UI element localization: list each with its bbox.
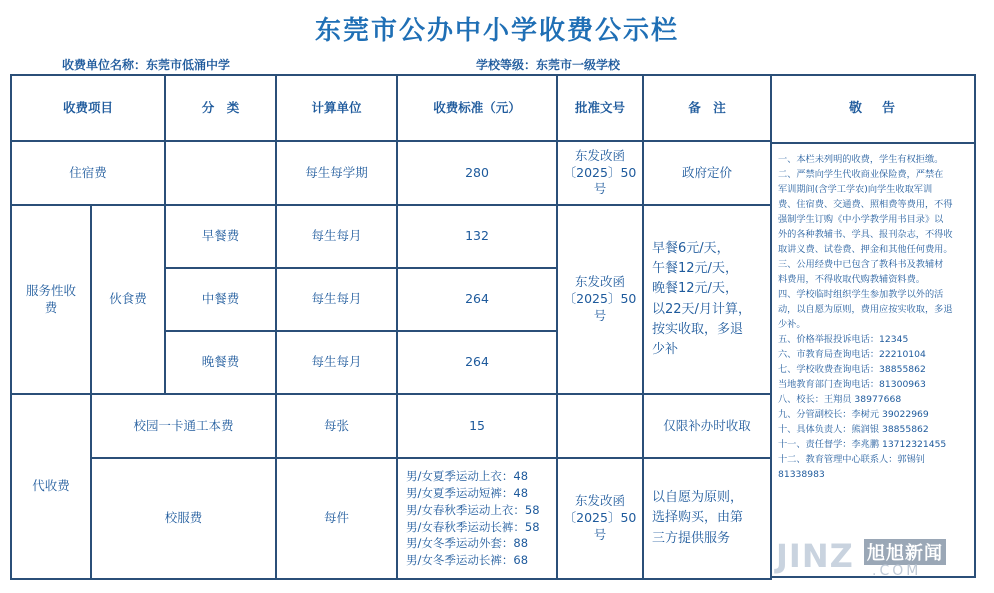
fee-unit-name: 收费单位名称：东莞市低涌中学: [62, 58, 231, 72]
notice-line: 六、市教育局查询电话：22210104: [778, 349, 926, 360]
meals-remark-line: 按实收取，多退: [652, 321, 744, 337]
header-item: 收费项目: [11, 75, 165, 141]
dinner-name: 晚餐费: [165, 331, 276, 394]
uniform-remark-line: 以自愿为原则，: [652, 490, 744, 506]
uniform-price-item: 男/女夏季运动短裤：48: [406, 486, 529, 501]
notice-line: 九、分管副校长：李树元 39022969: [778, 409, 929, 420]
uniform-remark: [643, 458, 771, 579]
header-category: 分 类: [165, 75, 276, 141]
notice-line: 强制学生订购《中小学教学用书目录》以: [778, 214, 944, 225]
card-amount: 15: [397, 394, 557, 458]
notice-line: 料费用，不得收取代购教辅资料费。: [778, 274, 925, 285]
lodging-amount: 280: [397, 141, 557, 205]
dinner-unit: 每生每月: [276, 331, 397, 394]
notice-line: 军训期间(含学工学农)向学生收取军训: [778, 184, 933, 195]
notice-line: 外的各种教辅书、学具、报刊杂志，不得收: [778, 229, 953, 240]
uniform-price-item: 男/女夏季运动上衣：48: [406, 469, 529, 484]
site-watermark: [776, 535, 986, 585]
notice-line: 81338983: [778, 469, 825, 480]
table-row: [11, 458, 771, 579]
service-group-label: 服务性收费: [11, 205, 91, 394]
lodging-name: 住宿费: [11, 141, 165, 205]
meals-remark-line: 晚餐12元/天，: [652, 281, 738, 297]
notice-line: 三、公用经费中已包含了教科书及教辅材: [778, 259, 944, 270]
lodging-approval: [557, 141, 643, 205]
uniform-price-item: 男/女春秋季运动长裤：58: [406, 519, 540, 534]
header-standard: 收费标准（元）: [397, 75, 557, 141]
card-unit: 每张: [276, 394, 397, 458]
lunch-name: 中餐费: [165, 268, 276, 331]
breakfast-amount: 132: [397, 205, 557, 268]
uniform-price-item: 男/女冬季运动外套：88: [406, 536, 529, 551]
watermark-brand: JINZ: [776, 537, 854, 575]
meals-remark-line: 早餐6元/天，: [652, 241, 730, 257]
notice-line: 动，以自愿为原则，费用应按实收取，多退: [778, 304, 953, 315]
lunch-unit: 每生每月: [276, 268, 397, 331]
card-name: 校园一卡通工本费: [91, 394, 276, 458]
watermark-cn: 旭旭新闻: [864, 539, 946, 565]
agency-group-label: 代收费: [11, 394, 91, 579]
notice-line: 十、具体负责人：熊润银 38855862: [778, 424, 929, 435]
lodging-approval-line1: 东发改函: [575, 147, 626, 163]
uniform-price-item: 男/女冬季运动长裤：68: [406, 552, 529, 567]
meals-approval: [557, 205, 643, 394]
notice-line: 取讲义费、试卷费、押金和其他任何费用。: [778, 244, 953, 255]
meals-approval-line1: 东发改函: [575, 274, 626, 290]
meals-remark-line: 午餐12元/天，: [652, 261, 738, 277]
uniform-price-list: [397, 458, 557, 579]
notice-body: [770, 144, 974, 482]
notice-line: 四、学校临时组织学生参加教学以外的活: [778, 289, 944, 300]
header-unit: 计算单位: [276, 75, 397, 141]
breakfast-name: 早餐费: [165, 205, 276, 268]
uniform-name: 校服费: [91, 458, 276, 579]
watermark-com: .COM: [872, 563, 922, 579]
header-row: [11, 75, 771, 141]
table-row: [11, 394, 771, 458]
notice-line: 八、校长：王翔员 38977668: [778, 394, 902, 405]
meals-remark: [643, 205, 771, 394]
dinner-amount: 264: [397, 331, 557, 394]
fee-table: [10, 74, 772, 580]
lodging-category: [165, 141, 276, 205]
table-row: [11, 205, 771, 268]
uniform-remark-line: 三方提供服务: [652, 530, 731, 546]
uniform-unit: 每件: [276, 458, 397, 579]
meals-approval-line2: 〔2025〕50号: [563, 291, 637, 323]
notice-line: 七、学校收费查询电话：38855862: [778, 364, 926, 375]
header-remark: 备 注: [643, 75, 771, 141]
uniform-remark-line: 选择购买，由第: [652, 510, 744, 526]
notice-line: 二、严禁向学生代收商业保险费，严禁在: [778, 169, 944, 180]
lodging-approval-line2: 〔2025〕50号: [563, 164, 637, 197]
notice-line: 十一、责任督学：李兆鹏 13712321455: [778, 439, 947, 450]
lodging-remark: 政府定价: [643, 141, 771, 205]
uniform-approval: [557, 458, 643, 579]
card-approval: [557, 394, 643, 458]
notice-line: 五、价格举报投诉电话：12345: [778, 334, 909, 345]
school-grade: 学校等级：东莞市一级学校: [476, 58, 621, 72]
breakfast-unit: 每生每月: [276, 205, 397, 268]
meals-remark-line: 少补: [652, 341, 679, 357]
notice-title: 敬告: [770, 76, 974, 144]
meal-group-label: 伙食费: [91, 205, 165, 394]
meals-remark-line: 以22天/月计算，: [652, 301, 751, 317]
notice-line: 十二、教育管理中心联系人：郭锡钊: [778, 454, 925, 465]
lodging-unit: 每生每学期: [276, 141, 397, 205]
notice-line: 费、住宿费、交通费、照相费等费用，不得: [778, 199, 953, 210]
page-title: 东莞市公办中小学收费公示栏: [314, 16, 679, 46]
card-remark: 仅限补办时收取: [643, 394, 771, 458]
lunch-amount: 264: [397, 268, 557, 331]
notice-line: 少补。: [778, 319, 806, 330]
notice-panel: [770, 74, 976, 578]
uniform-approval-line2: 〔2025〕50号: [563, 510, 637, 542]
uniform-approval-line1: 东发改函: [575, 493, 626, 509]
notice-line: 当地教育部门查询电话：81300963: [778, 379, 926, 390]
notice-line: 一、本栏未列明的收费，学生有权拒缴。: [778, 154, 944, 165]
uniform-price-item: 男/女春秋季运动上衣：58: [406, 502, 540, 517]
header-approval: 批准文号: [557, 75, 643, 141]
table-row: [11, 141, 771, 205]
